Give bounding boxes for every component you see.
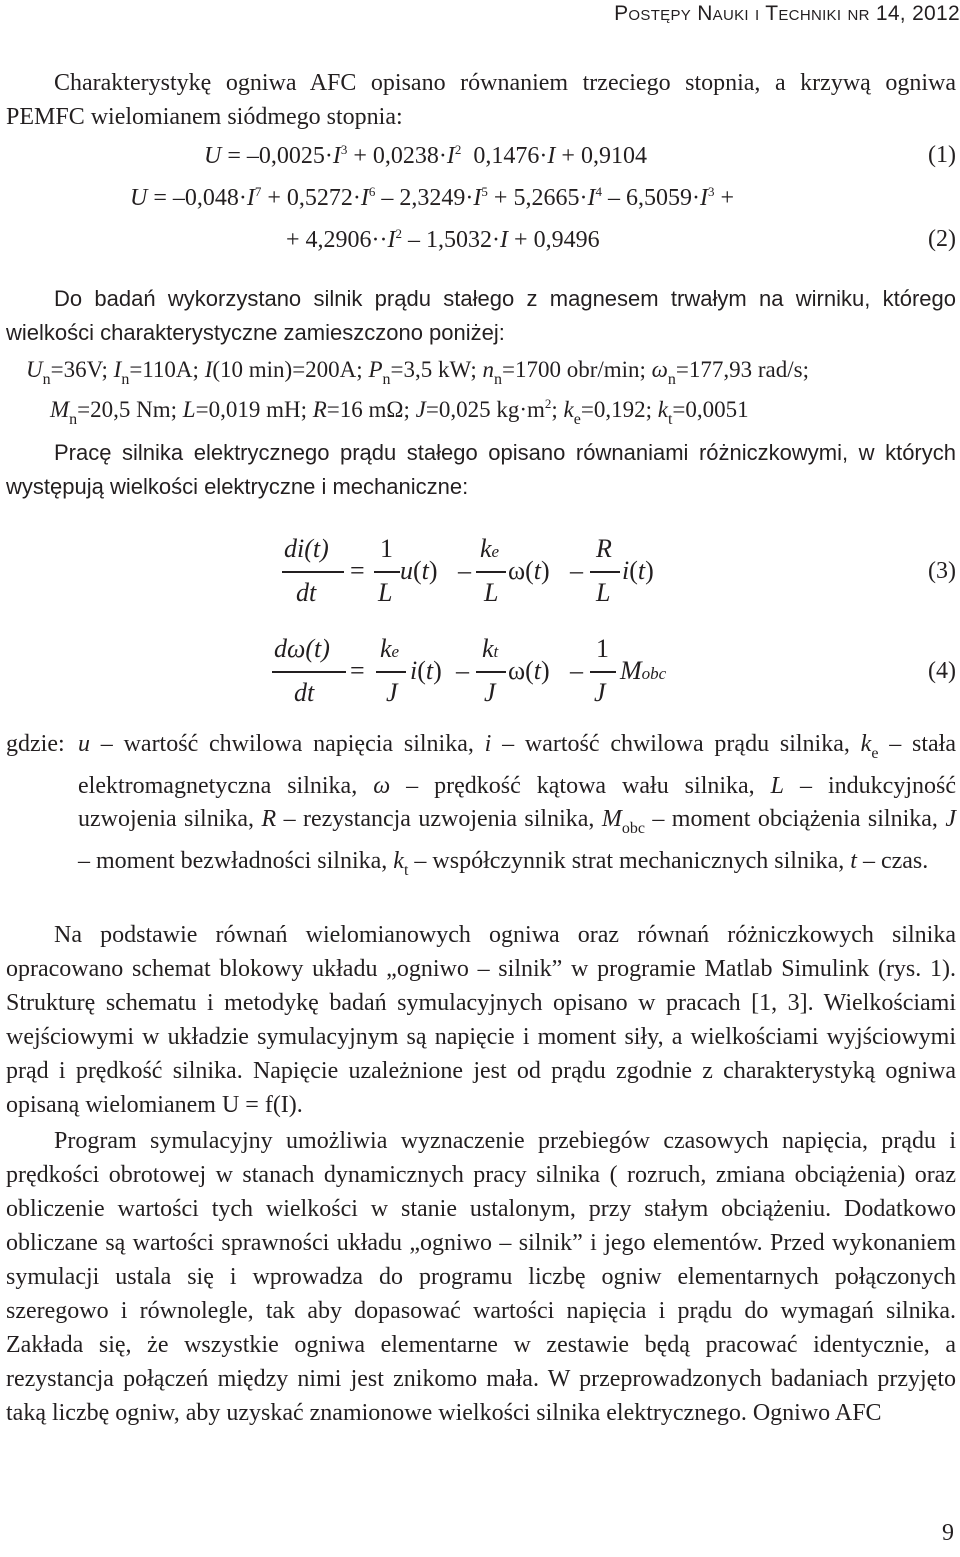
motor-params-line1: $U_n=36V$; $I_n=110A$; I(10 min)=200A; $P_n=3,5$ kW; $n_n=1700$ obr/min; $\omega_n=177,93$ rad/s; [26, 357, 809, 388]
equation-2-number: (2) [928, 226, 956, 252]
where-label: gdzie: [6, 731, 65, 757]
body-paragraph-2: Program symulacyjny umożliwia wyznaczenie przebiegów czasowych napięcia, prądu i prędkości obrotowej w stanach dynamicznych pracy silnika ( rozruch, zmiana obciążenia) oraz obliczenie wartości tych wielkości w stanie ustalonym, przy stałym obciążeniu. Dodatkowo obliczane są wartości sprawności układu „ogniwo – silnik” i jego elementów. Przed wykonaniem symulacji ustala się i wprowadza do programu liczbę ogniw elementarnych połączonych szeregowo i równolegle, tak aby dopasować wartości napięcia i prądu do wymagań silnika. Zakłada się, że wszystkie ogniwa elementarne w zestawie będą pracować identycznie, a rezystancja połączeń między nimi jest znikomo mała. W przeprowadzonych badaniach przyjęto taką liczbę ogniw, aby uzyskać znamionowe wielkości silnika elektrycznego. Ogniwo AFC [6, 1128, 956, 1426]
equation-4-number: (4) [928, 658, 956, 684]
symbol-definitions: gdzie: u – wartość chwilowa napięcia silnika, i – wartość chwilowa prądu silnika, $k_e$ – stała elektromagnetyczna silnika, ω – prędkość kątowa wału silnika, L – indukcyjność uzwojenia silnika, R – rezystancja uzwojenia silnika, $M_{obc}$ – moment obciążenia silnika, J – moment bezwładności silnika, $k_t$ – współczynnik strat mechanicznych silnika, t – czas. [6, 728, 956, 887]
running-header: Postępy Nauki i Techniki nr 14, 2012 [614, 2, 960, 25]
motor-params-line2: $M_n=20,5$ Nm; L=0,019 mH; R=16 mΩ; J=0,025 $kg\cdot m^2$; $k_e=0,192$; $k_t=0,0051$ [50, 396, 749, 428]
intro-paragraph: Charakterystykę ogniwa AFC opisano równaniem trzeciego stopnia, a krzywą ogniwa PEMFC wielomianem siódmego stopnia: [6, 70, 956, 130]
motor-intro: Do badań wykorzystano silnik prądu stałego z magnesem trwałym na wirniku, którego wielkości charakterystyczne zamieszczono poniżej: [6, 286, 956, 345]
model-intro: Pracę silnika elektrycznego prądu stałego opisano równaniami różniczkowymi, w których występują wielkości elektryczne i mechaniczne: [6, 440, 956, 499]
page-number: 9 [942, 1520, 954, 1546]
equation-2-line1: $U = -0,048\cdot I^7 + 0,5272\cdot I^6 - 2,3249\cdot I^5 + 5,2665\cdot I^4 - 6,5059\cdot I^3$ + [130, 184, 734, 211]
equation-1-number: (1) [928, 142, 956, 168]
equation-3-number: (3) [928, 558, 956, 584]
equation-2-line2: + $4,2906\cdot\cdot I^2 - 1,5032\cdot I + 0,9496$ [286, 226, 600, 253]
body-paragraph-1: Na podstawie równań wielomianowych ogniwa oraz równań różniczkowych silnika opracowano schemat blokowy układu „ogniwo – silnik” w programie Matlab Simulink (rys. 1). Strukturę schematu i metodykę badań symulacyjnych opisano w pracach [1, 3]. Wielkościami wejściowymi w układzie symulacyjnym są napięcie i moment siły, a wielkościami wyjściowymi prąd i prędkość silnika. Napięcie uzależnione jest od prądu zgodnie z charakterystyką ogniwa opisaną wielomianem U = f(I). [6, 922, 956, 1118]
equation-1: $U = -0,0025\cdot I^3 + 0,0238\cdot I^2$ 0,1476·I + 0,9104 [204, 142, 647, 169]
